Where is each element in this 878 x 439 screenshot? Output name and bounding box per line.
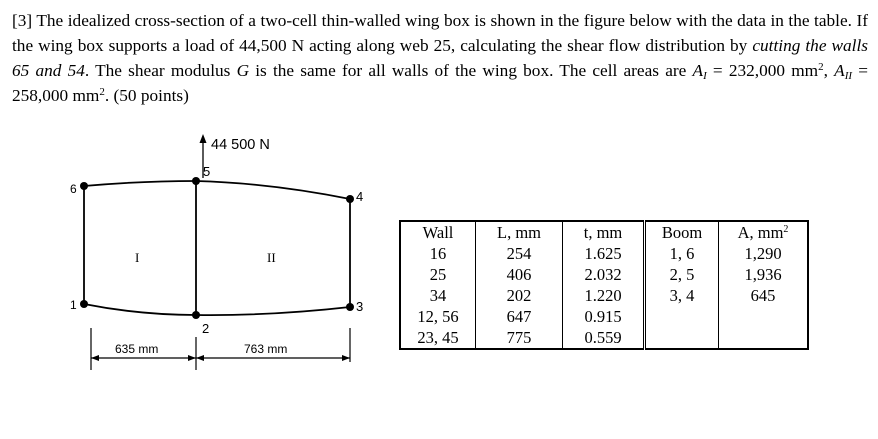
table-cell: 202: [476, 285, 563, 306]
dim-arrowhead: [342, 355, 350, 361]
booms: [80, 177, 354, 319]
cell-label-2: II: [267, 250, 276, 265]
table-cell: 0.559: [563, 327, 645, 349]
boom-label-5: 5: [203, 164, 211, 179]
table-cell: 1.625: [563, 243, 645, 264]
area-value: = 258,000 mm: [12, 61, 869, 105]
load-label: 44 500 N: [211, 137, 270, 153]
boom-label-3: 3: [356, 299, 364, 314]
table-header-row: [400, 221, 808, 243]
wall-top-56: [84, 181, 196, 186]
table-cell: 1, 6: [645, 243, 719, 264]
dim-arrowhead: [196, 355, 204, 361]
separator: ,: [823, 61, 835, 80]
dim-arrowhead: [91, 355, 99, 361]
boom-3: [346, 303, 354, 311]
table-cell: 3, 4: [645, 285, 719, 306]
table-cell: 406: [476, 264, 563, 285]
table-row: [400, 306, 808, 327]
table-cell: 775: [476, 327, 563, 349]
table-cell: 1.220: [563, 285, 645, 306]
table-cell: 12, 56: [400, 306, 476, 327]
table-cell: 647: [476, 306, 563, 327]
dim-label-right: 763 mm: [244, 342, 288, 356]
dim-arrowhead: [188, 355, 196, 361]
table-cell: [645, 306, 719, 327]
col-header-area-exponent: 2: [783, 223, 789, 235]
table-cell: 2, 5: [645, 264, 719, 285]
boom-6: [80, 182, 88, 190]
boom-2: [192, 311, 200, 319]
table-cell: 23, 45: [400, 327, 476, 349]
boom-label-4: 4: [356, 189, 364, 204]
wall-top-54: [196, 181, 350, 199]
table-cell: 1,936: [719, 264, 809, 285]
col-header-area: [719, 221, 809, 243]
col-header-thickness: t, mm: [563, 221, 645, 243]
table-row: [400, 264, 808, 285]
area-symbol: A: [692, 61, 704, 80]
dim-label-left: 635 mm: [115, 342, 159, 356]
wing-box-walls: [84, 181, 350, 315]
wall-bottom-12: [84, 304, 196, 315]
table-cell: 645: [719, 285, 809, 306]
col-header-area-text: A, mm: [737, 222, 784, 242]
wall-bottom-23: [196, 307, 350, 315]
area-exponent: 2: [99, 86, 105, 98]
wall-boom-data-table: [399, 220, 809, 350]
cut-walls-text: cutting the walls 65 and 54: [12, 36, 868, 80]
table-cell: [719, 327, 809, 349]
problem-text: [3] The idealized cross-section of a two-cell thin-walled wing box is shown in the figure below with the data in the table. If the wing box supports a load of 44,500 N acting along web 25, calculating the shear flow distribution by: [12, 11, 868, 55]
boom-4: [346, 195, 354, 203]
table-row: [400, 327, 808, 349]
boom-label-2: 2: [202, 321, 210, 336]
col-header-wall: Wall: [400, 221, 476, 243]
table-cell: [645, 327, 719, 349]
table-cell: 0.915: [563, 306, 645, 327]
area-subscript: II: [844, 70, 853, 82]
col-header-length: L, mm: [476, 221, 563, 243]
table-cell: 34: [400, 285, 476, 306]
boom-label-1: 1: [70, 298, 77, 312]
cell-label-1: I: [135, 250, 140, 265]
table-cell: 1,290: [719, 243, 809, 264]
wing-box-diagram: [70, 130, 370, 390]
load-arrow-head: [200, 134, 207, 143]
boom-1: [80, 300, 88, 308]
problem-text: . The shear modulus: [84, 61, 237, 80]
shear-modulus-symbol: G: [236, 61, 250, 80]
table-row: [400, 285, 808, 306]
table-cell: 2.032: [563, 264, 645, 285]
table-cell: 254: [476, 243, 563, 264]
problem-text: is the same for all walls of the wing box. The cell areas are: [249, 61, 693, 80]
boom-label-6: 6: [70, 182, 77, 196]
problem-text: . (50 points): [104, 86, 189, 105]
col-header-boom: Boom: [645, 221, 719, 243]
boom-5: [192, 177, 200, 185]
table-row: [400, 243, 808, 264]
problem-statement: [12, 8, 868, 108]
table-cell: 25: [400, 264, 476, 285]
area-exponent: 2: [818, 61, 824, 73]
table-cell: [719, 306, 809, 327]
area-subscript: I: [703, 70, 707, 82]
area-value: = 232,000 mm: [706, 61, 819, 80]
table-cell: 16: [400, 243, 476, 264]
area-symbol: A: [834, 61, 845, 80]
